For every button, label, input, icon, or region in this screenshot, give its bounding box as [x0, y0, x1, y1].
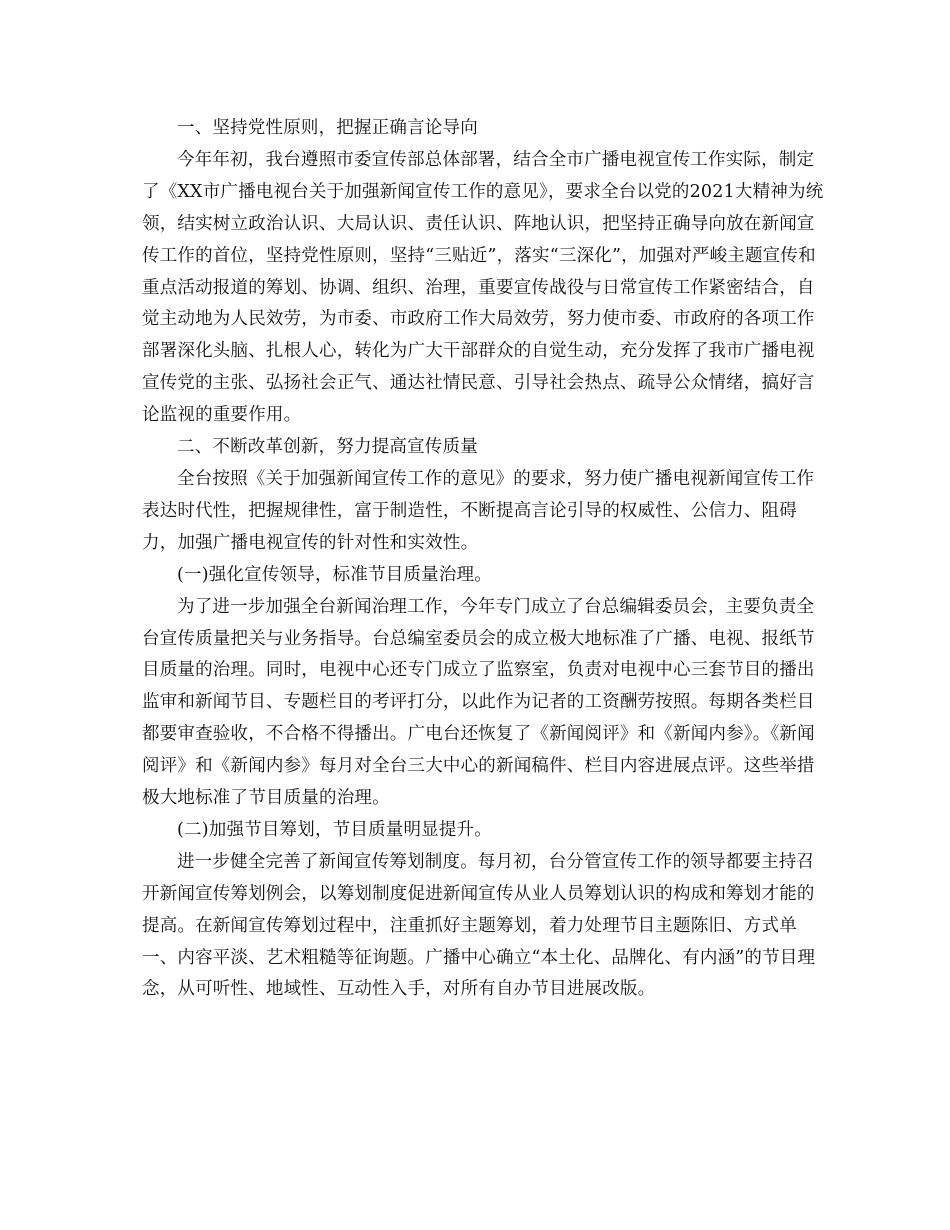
body-paragraph-1: 今年年初，我台遵照市委宣传部总体部署，结合全市广播电视宣传工作实际，制定了《XX市广播电视台关于加强新闻宣传工作的意见》，要求全台以党的2021大精神为统领，结实树立政治认识、大局认识、责任认识、阵地认识，把坚持正确导向放在新闻宣传工作的首位，坚持党性原则，坚持“三贴近”，落实“三深化”，加强对严峻主题宣传和重点活动报道的筹划、协调、组织、治理，重要宣传战役与日常宣传工作紧密结合，自觉主动地为人民效劳，为市委、市政府工作大局效劳，努力使市委、市政府的各项工作部署深化头脑、扎根人心，转化为广大干部群众的自觉生动，充分发挥了我市广播电视宣传党的主张、弘扬社会正气、通达社情民意、引导社会热点、疏导公众情绪，搞好言论监视的重要作用。: [142, 149, 824, 426]
section-heading-1: 一、坚持党性原则，把握正确言论导向: [177, 118, 478, 138]
body-paragraph-4: 进一步健全完善了新闻宣传筹划制度。每月初，台分管宣传工作的领导都要主持召开新闻宣传筹划例会，以筹划制度促进新闻宣传从业人员筹划认识的构成和筹划才能的提高。在新闻宣传筹划过程中，注重抓好主题筹划，着力处理节目主题陈旧、方式单一、内容平淡、艺术粗糙等征询题。广播中心确立“本土化、品牌化、有内涵”的节目理念，从可听性、地域性、互动性入手，对所有自办节目进展改版。: [142, 851, 816, 1000]
body-paragraph-3: 为了进一步加强全台新闻治理工作，今年专门成立了台总编辑委员会，主要负责全台宣传质量把关与业务指导。台总编室委员会的成立极大地标准了广播、电视、报纸节目质量的治理。同时，电视中心还专门成立了监察室，负责对电视中心三套节目的播出监审和新闻节目、专题栏目的考评打分，以此作为记者的工资酬劳按照。每期各类栏目都要审查验收，不合格不得播出。广电台还恢复了《新闻阅评》和《新闻内参》。《新闻阅评》和《新闻内参》每月对全台三大中心的新闻稿件、栏目内容进展点评。这些举措极大地标准了节目质量的治理。: [142, 596, 815, 809]
body-paragraph-2: 全台按照《关于加强新闻宣传工作的意见》的要求，努力使广播电视新闻宣传工作表达时代性，把握规律性，富于制造性，不断提高言论引导的权威性、公信力、阻碍力，加强广播电视宣传的针对性和实效性。: [142, 468, 815, 553]
subsection-heading-2: (二)加强节目筹划，节目质量明显提升。: [177, 819, 492, 840]
section-heading-2: 二、不断改革创新，努力提高宣传质量: [177, 437, 478, 458]
document-body: [142, 113, 824, 1006]
subsection-heading-1: (一)强化宣传领导，标准节目质量治理。: [177, 564, 492, 585]
